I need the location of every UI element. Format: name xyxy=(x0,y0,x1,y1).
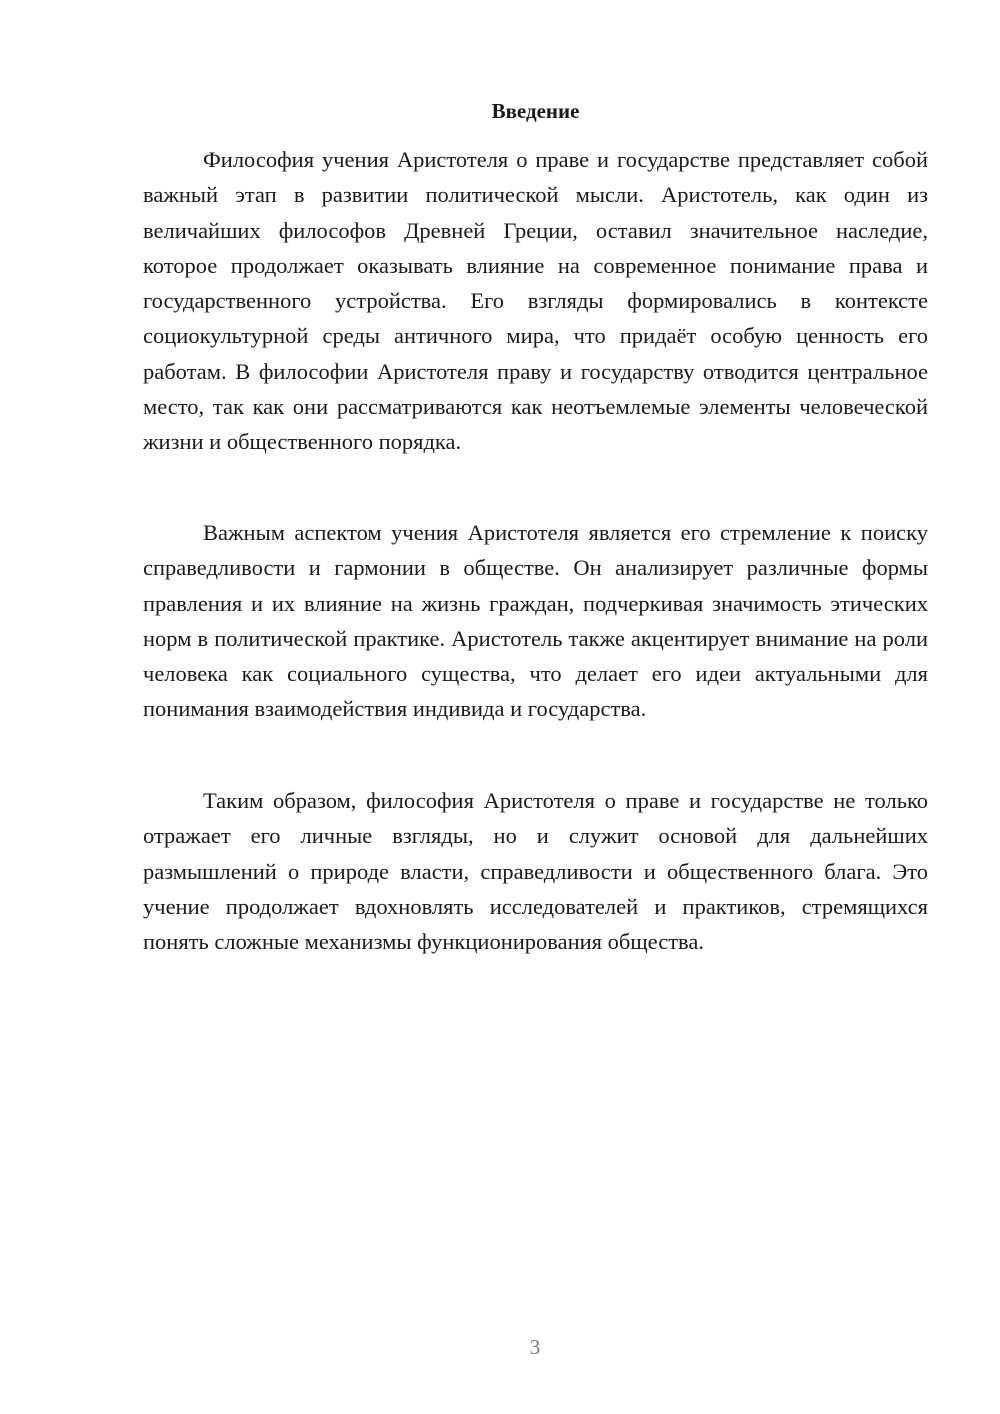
page-number: 3 xyxy=(529,1335,541,1359)
paragraph-1: Философия учения Аристотеля о праве и государстве представляет собой важный этап в развитии политической мысли. Аристотель, как один из величайших философов Древней Греции, оставил значительное наследие, которое продолжает оказывать влияние на современное понимание права и государственного устройства. Его взгляды формировались в контексте социокультурной среды античного мира, что придаёт особую ценность его работам. В философии Аристотеля праву и государству отводится центральное место, так как они рассматриваются как неотъемлемые элементы человеческой жизни и общественного порядка. xyxy=(143,147,928,455)
paragraph-3: Таким образом, философия Аристотеля о праве и государстве не только отражает его личные взгляды, но и служит основой для дальнейших размышлений о природе власти, справедливости и общественного блага. Это учение продолжает вдохновлять исследователей и практиков, стремящихся понять сложные механизмы функционирования общества. xyxy=(143,788,928,955)
section-heading: Введение xyxy=(491,99,580,123)
paragraph-2: Важным аспектом учения Аристотеля является его стремление к поиску справедливости и гармонии в обществе. Он анализирует различные формы правления и их влияние на жизнь граждан, подчеркивая значимость этических норм в политической практике. Аристотель также акцентирует внимание на роли человека как социального существа, что делает его идеи актуальными для понимания взаимодействия индивида и государства. xyxy=(143,520,928,722)
